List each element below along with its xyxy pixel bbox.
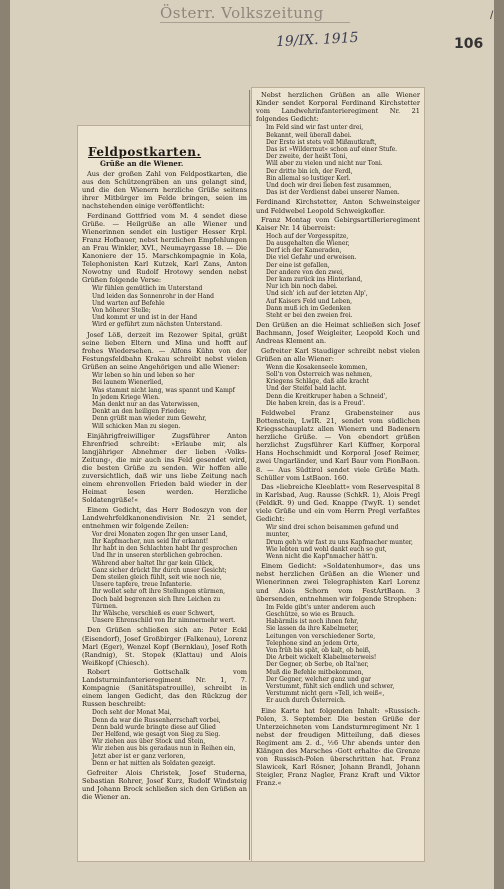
poem: Wir sind drei schon beisammen gefund und munter, Drum geh'n wir fast zu uns Kapfmacher munter, Wie lebten und wohl dankt euch so gut, Wenn nicht die Kapf'nmacher hätt'n. <box>266 524 413 561</box>
paragraph: Den Grüßen an die Heimat schließen sich Josef Bachmann, Josef Weigleiter, Leopold Koch und Andreas Klement an. <box>256 321 420 346</box>
masthead-rule <box>160 22 350 23</box>
left-column-text <box>78 126 251 805</box>
paragraph: Eine Karte hat folgenden Inhalt: »Russisch-Polen, 3. September. Die besten Grüße der Unterzeichneten vom Landsturmregiment Nr. 1 nebst der freudigen Mitteilung, daß dieses Regiment am 2. d., ½6 Uhr abends unter den Klängen des Marsches ›Gott erhalte‹ die Grenze von Russisch-Polen überschritten hat. Franz Slawicek, Karl Rösner, Johann Brandl, Johann Steigler, Franz Nagler, Franz Kraft und Viktor Franz.« <box>256 706 420 788</box>
paragraph: Einem Gedicht: »Soldatenhumor«, das uns nebst herzlichen Grüßen an die Wiener und Wienerinnen zwei Telegraphisten Karl Lorenz und Alois Schorn vom FestArtBaon. 3 übersenden, entnehmen wir folgende Strophen: <box>256 562 420 603</box>
paragraph: Ferdinand Gottfried vom M. 4 sendet diese Grüße. — Heilgrüße an alle Wiener und Wienerinnen sendet ein lustiger Hesser Krpl. Franz Hofbauer, nebst herzlichen Empfehlungen an Frau Winkler, XVI., Neumayrgasse 18. — Die Kanoniere der 15. Marschkompagnie in Kola, Telephonisten Karl Kutzek, Karl Zans, Anton Nowotny und Rudolf Hrotowy senden nebst Grüßen folgende Verse: <box>82 211 247 285</box>
handwritten-date: 19/IX. 1915 <box>275 29 359 51</box>
paragraph: Das »liebreiche Kleeblatt« vom Reservespital 8 in Karlsbad, Aug. Rausse (SchkR. 1), Alois Pregl (FeldkR. 9) und Ged. Knappe (TwyR. 1) sendet viele Grüße und ein vom Herrn Pregl verfaßtes Gedicht: <box>256 482 420 524</box>
paragraph: Ferdinand Kirchstetter, Anton Schweinsteiger und Feldwebel Leopold Schweigkofler. <box>256 198 420 215</box>
paragraph: Nebst herzlichen Grüßen an alle Wiener Kinder sendet Korporal Ferdinand Kirchstetter vom Landwehrinfanterieregiment Nr. 21 folgendes Gedicht: <box>256 91 420 124</box>
newspaper-masthead: Österr. Volkszeitung <box>160 4 324 22</box>
paragraph: Einjährigfreiwilliger Zugsführer Anton Ehrenfried schreibt: »Erlaube mir, als langjähriger Abnehmer der lieben ›Volks-Zeitung‹, die mir auch ins Feld gesendet wird, die besten Grüße zu senden. Wir hoffen alle zuversichtlich, daß wir uns liebe Zeitung nach einem ehrenvollen Frieden bald wieder in der Heimat lesen werden. Herzliche Soldatengrüße!« <box>82 431 247 505</box>
paragraph: Einem Gedicht, das Herr Bodoszyn von der Landwehrfeldkanonendivision Nr. 21 sendet, entnehmen wir folgende Zeilen: <box>82 505 247 530</box>
paragraph: Franz Montag vom Gebirgsartillerieregiment Kaiser Nr. 14 überreist: <box>256 215 420 232</box>
right-column-text <box>252 88 424 791</box>
poem: Doch seht der Monat Mai, Denn da war die Russenherrschaft vorbei, Denn bald wurde bringte diese auf Glied Der Helfend, wie gesagt von Sieg zu Sieg. Wir ziehen aus über Stock und Stein, Wir ziehen aus bis geradaus nun in Reihen ein, Jetzt aber ist er ganz verloren, Denn er hat mitten als Soldaten gezeigt. <box>92 709 236 767</box>
poem: Wenn die Kosakenseele kommen, Soll'n von Österreich was nehmen, Kriegens Schläge, daß alle kracht Und der Steifel bald lacht. Denn die Kreitkruper haben a Schneid', Die haben krein, das is a Freud'. <box>266 363 388 407</box>
page-number: 106 <box>454 36 484 52</box>
poem: Im Felde gibt's unter anderem auch Geschütze, so wie es Brauch. Habärmlis ist noch ihnen fehr, Sie lassen da ihre Kabelmeter, Leitungen von verschiedener Sorte, Telephone sind an jedem Orte, Von früh bis spät, ob kalt, ob heiß, Die Arbeit wickelt Klabelmeterweis! Der Gegner, ob Serbe, ob Ital'ner, Muß die Befehle mitbekommen, Der Gegner, welcher ganz und gar Verstummt, fühlt sich endlich und schwer, Verstummt nicht gern »Tell, ich weiß«, Er auch durch Österreich. <box>266 603 395 705</box>
paragraph: Josef Löß, derzeit im Rezower Spital, grüßt seine lieben Eltern und Mina und hofft auf frohes Wiedersehen. — Alfons Kühn von der Festungsfeldbahn Krakau schreibt nebst vielen Grüßen an seine Angehörigen und alle Wiener: <box>82 330 247 371</box>
paragraph: Den Grüßen schließen sich an: Peter Eckl (Eisendorf), Josef Großbirger (Falkenau), Lorenz Marl (Eger), Wenzel Kopf (Bernklau), Josef Roth (Randnig), St. Stopek (Klattau) und Alois Weißkopf (Chiesch). <box>82 626 247 667</box>
poem: Im Feld sind wir fast unter drei, Bekannt, weil überall dabei. Der Erste ist stets voll Mißmutkraft, Das ist »Wildermut« schon auf einer Stufe. Der zweite, der heißt Toni, Will aber zu vielen und nicht nur Toni. Der dritte bin ich, der Ferdl, Bin allemal so lustiger Kerl. Und doch wir drei lieben fest zusammen, Das ist der Verdienst dabei unserer Namen. <box>266 124 400 197</box>
poem: Wir fühlen gemütlich im Unterstand Und leiden das Sonnenrohr in der Hand Und warten auf Befehle Von höherer Stelle; Und kommt er und ist in der Hand Wird er geführt zum nächsten Unterstand. <box>92 285 222 329</box>
paragraph: Gefreiter Alois Christek, Josef Studerna, Sebastian Rohrer, Josef Kurz, Rudolf Windsteig und Johann Brock schließen sich den Grüßen an die Wiener an. <box>82 769 247 802</box>
paragraph: Robert Gottschalk vom Landsturminfanterieregiment Nr. 1, 7. Kompagnie (Sanitätspatrouille), schreibt in einem langen Gedicht, das den Rückzug der Russen beschreibt: <box>82 667 247 709</box>
right-newspaper-clipping <box>252 88 424 861</box>
article-heading: Feldpostkarten. <box>88 145 202 159</box>
clipping-seam <box>249 90 250 860</box>
corner-mark: / <box>490 8 494 22</box>
poem: Vor drei Monaten zogen Ihr gen unser Land, Ihr Kapfmacher, nun seid Ihr erkannt! Ihr habt in den Schlachten habt Ihr gesprochen Und Ihr in unseren sterblichen gebrochen. Während aber haltet Ihr gar kein Glück, Ganz sicher drückt Ihr durch unser Gesicht; Dem steilen gleich fühlt, seit wie noch nie, Unsere tapfere, treue Infanterie. Ihr wollet sehr oft ihre Stellungen stürmen, Doch bald begrenzen sich Ihre Leichen zu Türmen. Ihr Wälsche, verschieß es euer Schwert, Unsere Ehrenschild von Ihr nimmermehr wert. <box>92 530 238 625</box>
left-newspaper-clipping <box>78 126 251 861</box>
paragraph: Feldwebel Franz Grabensteiner aus Bottenstein, LwIR. 21, sendet vom südlichen Kriegsschauplatz allen Wienern und Badenern herzliche Grüße. — Von ebendort grüßen herzlichst Zugsführer Karl Küffner, Korporal Hans Hochschmidt und Korporal Josef Reimer, zwei Ungarländer, und Karl Baur vom PionBaon. 8. — Aus Südtirol sendet viele Grüße Math. Schüller vom LstBaon. 160. <box>256 408 420 482</box>
article-subheading: Grüße an die Wiener. <box>100 159 184 168</box>
poem: Hoch auf der Vorgesspitze, Da ausgehalten die Wiener, Derf ich der Kameraden, Die viel Gefahr und erweisen. Der eine ist gefallen, Der andere von den zwei, Der kam zurück ins Hinterland, Nur ich bin noch dabei. Und sich' ich auf der letzten Alp', Auf Kaisers Feld und Leben, Dann muß ich im Gedenken Steht er bei den zweien frei. <box>266 232 368 320</box>
paragraph: Gefreiter Karl Staudiger schreibt nebst vielen Grüßen an alle Wiener: <box>256 346 420 363</box>
paragraph: Aus der großen Zahl von Feldpostkarten, die aus den Schützengräben an uns gelangt sind, und die den Wienern herzliche Grüße seitens ihrer Mitbürger im Felde bringen, seien im nachstehenden einige veröffentlicht: <box>82 170 247 211</box>
poem: Wir leben so hin und leben so her Bei launem Wienerlied, Was stammt nicht lang, was spannt und Kampf In jedem Kriege Wien. Man denkt nur an das Vaterwissen, Denkt an den heiligen Frieden; Denn grüßt man wieder zum Gewehr, Will schicken Man zu siegen. <box>92 372 235 430</box>
